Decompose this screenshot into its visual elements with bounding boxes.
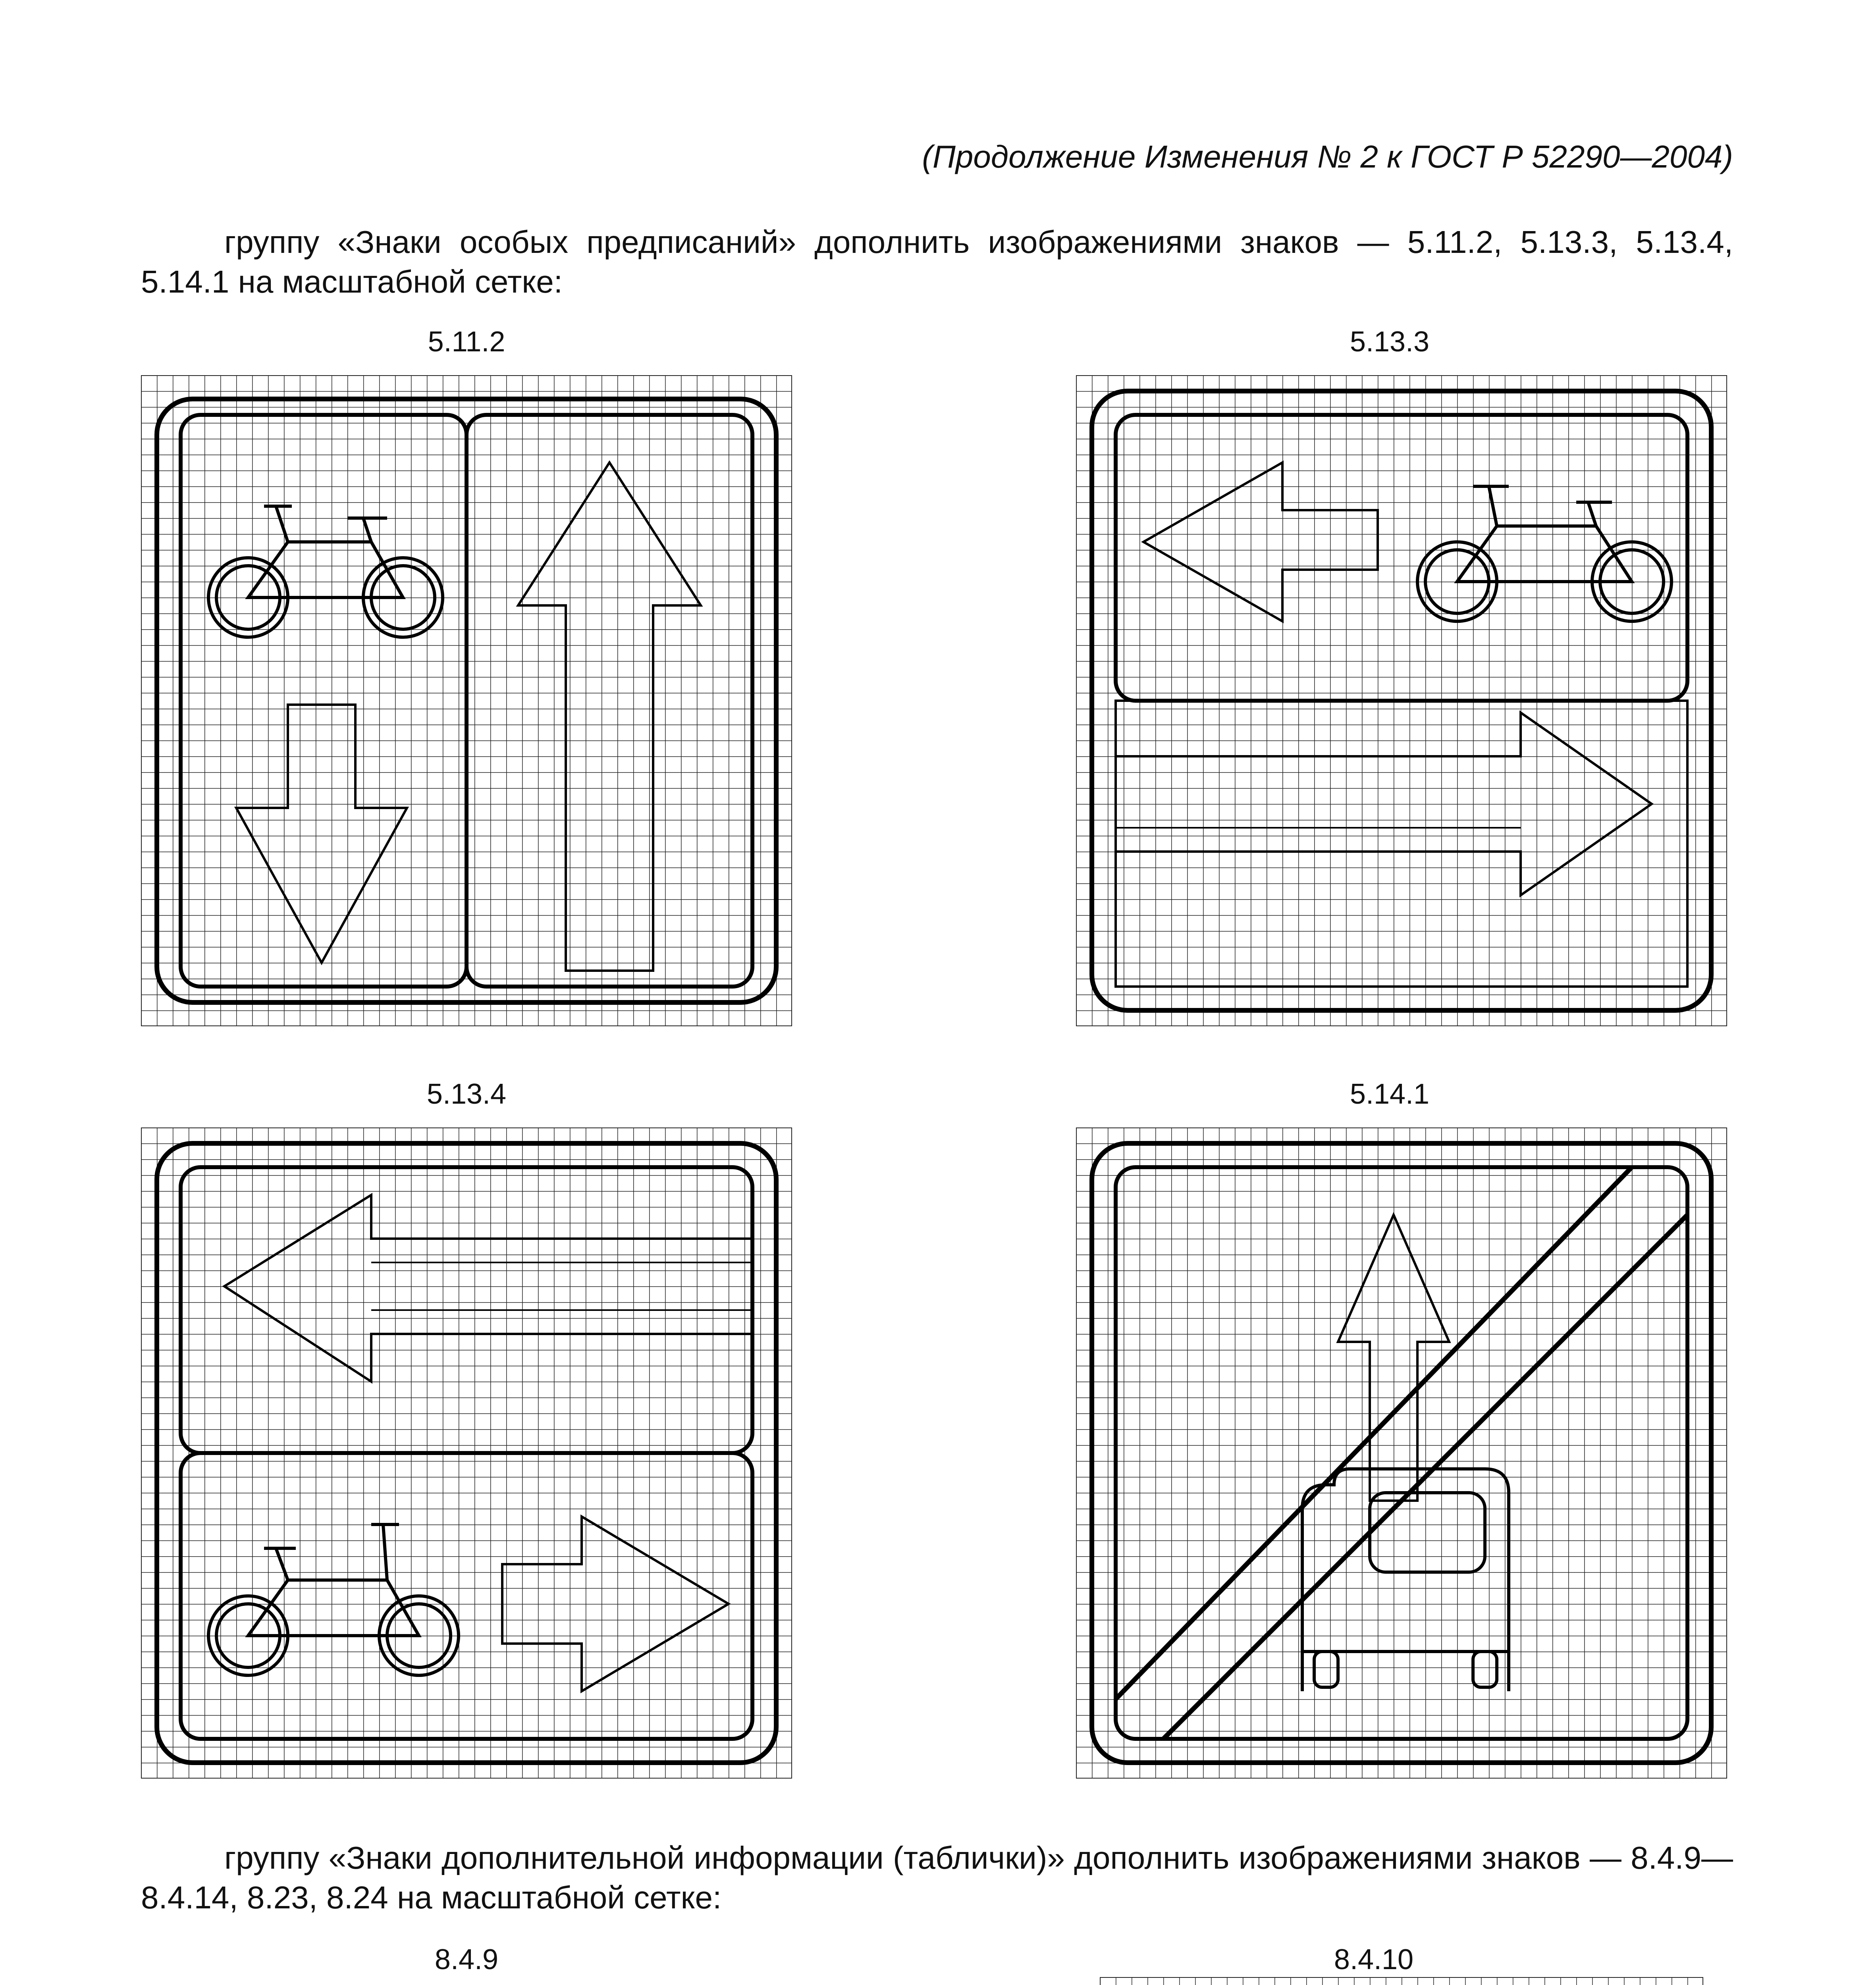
sign-5-13-4 [141, 1127, 792, 1779]
caption-5-11-2: 5.11.2 [428, 326, 505, 358]
caption-5-13-4: 5.13.4 [426, 1078, 507, 1110]
caption-8-4-9: 8.4.9 [434, 1944, 499, 1975]
caption-5-13-3: 5.13.3 [1350, 326, 1430, 358]
sign-5-11-2 [141, 375, 792, 1026]
paragraph-special-signs: группу «Знаки особых предписаний» дополнить изображениями знаков — 5.11.2, 5.13.3, 5.13.4, 5.14.1 на масштабной сетке: [141, 224, 1733, 299]
sign-5-13-3 [1076, 375, 1727, 1026]
paragraph-info-signs: группу «Знаки дополнительной информации (таблички)» дополнить изображениями знаков — 8.4.9—8.4.14, 8.23, 8.24 на масштабной сетке: [141, 1840, 1733, 1915]
caption-8-4-10: 8.4.10 [1334, 1944, 1414, 1975]
sign-5-14-1 [1076, 1127, 1727, 1779]
sign-8-4-10 [1100, 1977, 1703, 1985]
caption-5-14-1: 5.14.1 [1350, 1078, 1430, 1110]
running-header: (Продолжение Изменения № 2 к ГОСТ Р 52290—2004) [922, 139, 1733, 174]
